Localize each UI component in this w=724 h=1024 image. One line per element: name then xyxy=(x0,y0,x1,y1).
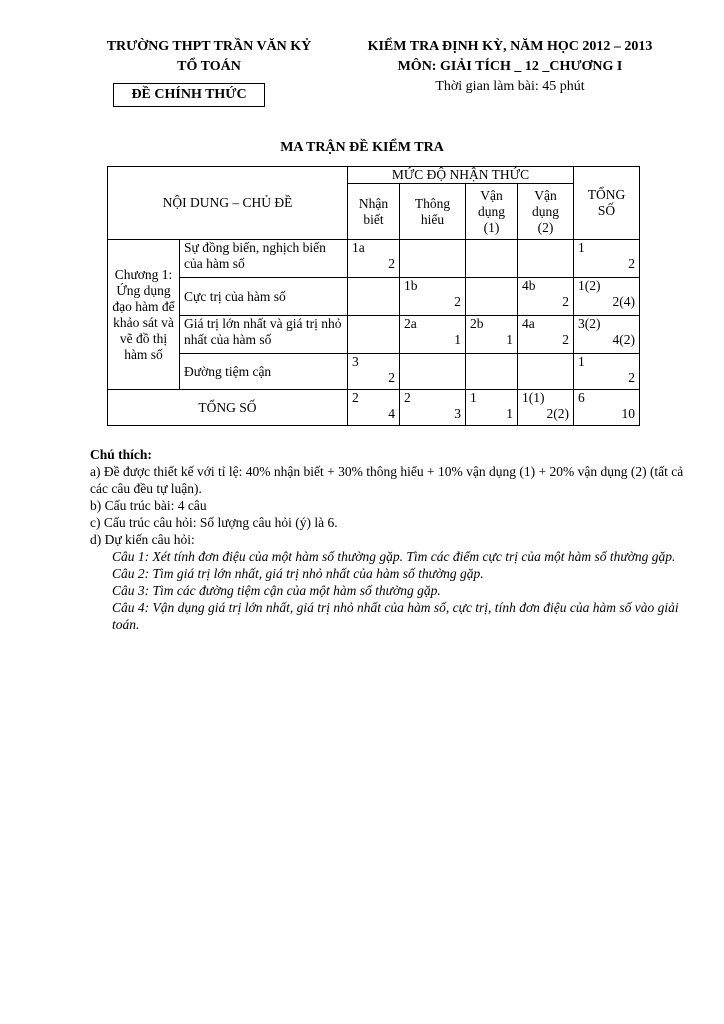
table-row xyxy=(108,354,640,390)
note-c: c) Cấu trúc câu hỏi: Số lượng câu hỏi (ý) là 6. xyxy=(90,515,338,530)
header-levels-cell: MỨC ĐỘ NHẬN THỨC xyxy=(348,167,574,184)
notes-heading: Chú thích: xyxy=(90,447,152,462)
v2-total-cell: 1(1) 2(2) xyxy=(518,390,574,426)
exam-matrix-table xyxy=(107,166,640,426)
exam-subject: MÔN: GIẢI TÍCH _ 12 _CHƯƠNG I xyxy=(397,59,623,74)
table-row xyxy=(108,240,640,278)
note-a: a) Đề được thiết kế với tỉ lệ: 40% nhận biết + 30% thông hiểu + 10% vận dụng (1) + 20% vận dụng (2) (tất cả các câu đều tự luận). xyxy=(90,464,684,496)
exam-title: KIỂM TRA ĐỊNH KỲ, NĂM HỌC 2012 – 2013 xyxy=(367,39,653,54)
topic-cell: Cực trị của hàm số xyxy=(180,278,348,316)
official-badge: ĐỀ CHÍNH THỨC xyxy=(113,83,265,107)
total-row xyxy=(108,390,640,426)
nb-cell xyxy=(348,278,400,316)
level-thong-hieu: Thông hiểu xyxy=(400,184,466,240)
header-content-cell: NỘI DUNG – CHỦ ĐỀ xyxy=(108,167,348,240)
total-cell: 1 2 xyxy=(574,240,640,278)
department-name: TỔ TOÁN xyxy=(177,59,241,74)
nb-cell: 1a 2 xyxy=(348,240,400,278)
exam-header xyxy=(340,37,680,97)
th-total-cell: 2 3 xyxy=(400,390,466,426)
v1-cell: 2b 1 xyxy=(466,316,518,354)
topic-cell: Sự đồng biến, nghịch biến của hàm số xyxy=(180,240,348,278)
v2-cell xyxy=(518,240,574,278)
v1-cell xyxy=(466,278,518,316)
note-d: d) Dự kiến câu hỏi: xyxy=(90,532,195,547)
header-total-cell: TỔNG SỐ xyxy=(574,167,640,240)
level-van-dung-2: Vận dụng (2) xyxy=(518,184,574,240)
note-b: b) Cấu trúc bài: 4 câu xyxy=(90,498,207,513)
question-2: Câu 2: Tìm giá trị lớn nhất, giá trị nhỏ nhất của hàm số thường gặp. xyxy=(112,566,484,581)
v1-cell xyxy=(466,240,518,278)
table-row xyxy=(108,316,640,354)
total-cell: 3(2) 4(2) xyxy=(574,316,640,354)
level-van-dung-1: Vận dụng (1) xyxy=(466,184,518,240)
school-header xyxy=(78,37,340,77)
table-header-row xyxy=(108,167,640,184)
chapter-cell: Chương 1: Ứng dụng đạo hàm để khảo sát và vẽ đồ thị hàm số xyxy=(108,240,180,390)
v1-cell xyxy=(466,354,518,390)
nb-cell: 3 2 xyxy=(348,354,400,390)
matrix-title: MA TRẬN ĐỀ KIỂM TRA xyxy=(280,140,444,155)
nb-total-cell: 2 4 xyxy=(348,390,400,426)
total-label-cell: TỔNG SỐ xyxy=(108,390,348,426)
v2-cell: 4a 2 xyxy=(518,316,574,354)
topic-cell: Giá trị lớn nhất và giá trị nhỏ nhất của hàm số xyxy=(180,316,348,354)
topic-cell: Đường tiệm cận xyxy=(180,354,348,390)
grand-total-cell: 6 10 xyxy=(574,390,640,426)
v2-cell: 4b 2 xyxy=(518,278,574,316)
th-cell: 2a 1 xyxy=(400,316,466,354)
th-cell xyxy=(400,240,466,278)
v1-total-cell: 1 1 xyxy=(466,390,518,426)
total-cell: 1(2) 2(4) xyxy=(574,278,640,316)
v2-cell xyxy=(518,354,574,390)
question-3: Câu 3: Tìm các đường tiệm cận của một hàm số thường gặp. xyxy=(112,583,441,598)
exam-duration: Thời gian làm bài: 45 phút xyxy=(435,79,585,94)
total-cell: 1 2 xyxy=(574,354,640,390)
nb-cell xyxy=(348,316,400,354)
th-cell xyxy=(400,354,466,390)
level-nhan-biet: Nhận biết xyxy=(348,184,400,240)
question-1: Câu 1: Xét tính đơn điệu của một hàm số thường gặp. Tìm các điểm cực trị của một hàm số thường gặp. xyxy=(112,549,676,564)
notes-section xyxy=(90,446,690,633)
school-name: TRƯỜNG THPT TRẦN VĂN KỶ xyxy=(106,39,312,54)
question-4: Câu 4: Vận dụng giá trị lớn nhất, giá trị nhỏ nhất của hàm số, cực trị, tính đơn điệu của hàm số vào giải toán. xyxy=(112,600,679,632)
table-row xyxy=(108,278,640,316)
th-cell: 1b 2 xyxy=(400,278,466,316)
